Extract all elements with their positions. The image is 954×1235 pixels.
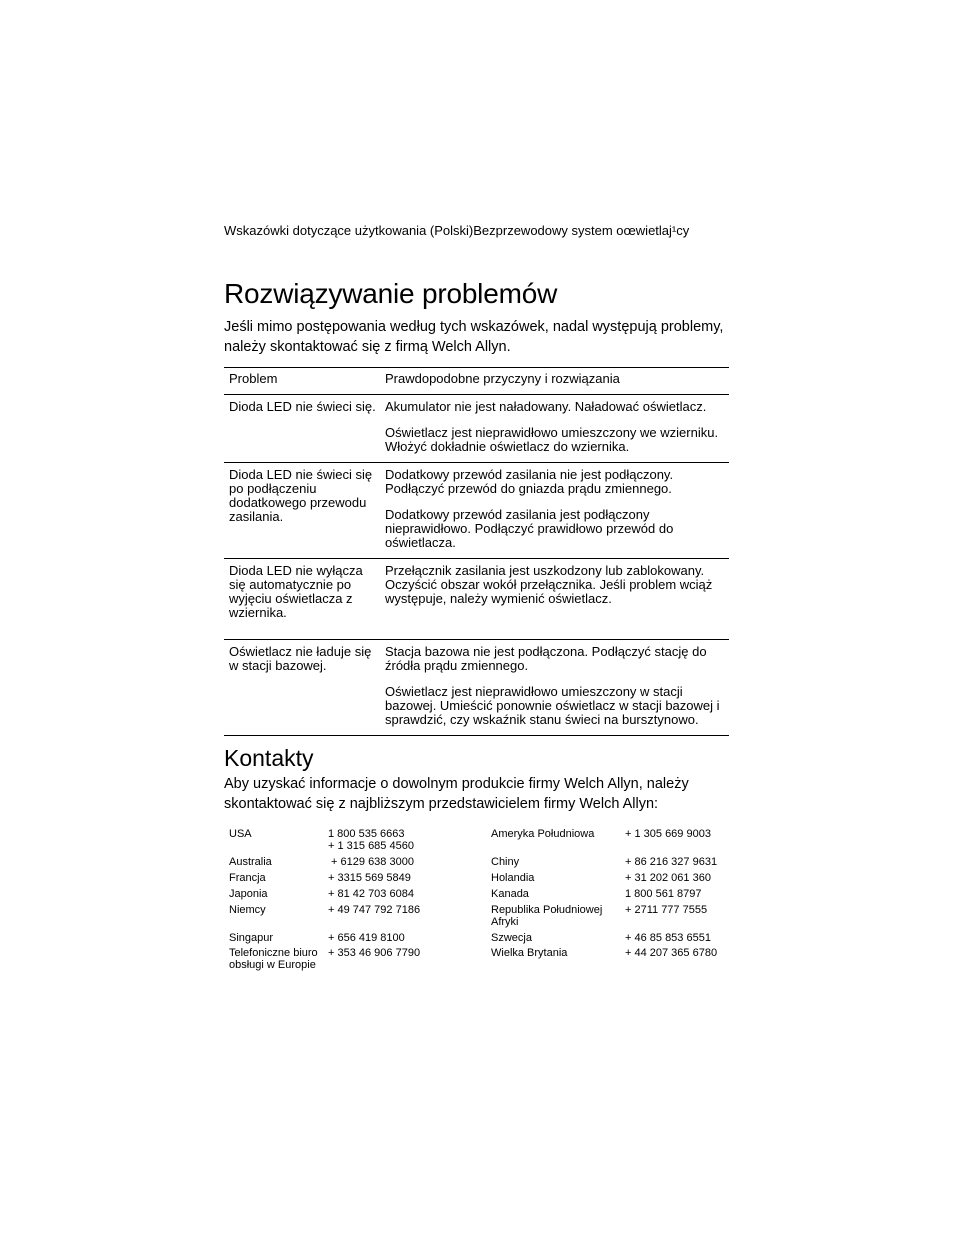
table-header-row (224, 368, 729, 395)
contacts-title: Kontakty (224, 745, 314, 771)
phone-number: + 2711 777 7555 (625, 904, 708, 916)
causes-cell (379, 640, 729, 736)
country-name: Szwecja (491, 932, 532, 944)
phone-number: + 656 419 8100 (328, 932, 405, 944)
troubleshooting-table (224, 367, 729, 736)
phone-number: + 6129 638 3000 (328, 856, 414, 868)
causes-cell (379, 463, 729, 559)
cause-text: Dodatkowy przewód zasilania nie jest podłączony. Podłączyć przewód do gniazda prądu zmiennego. (385, 467, 674, 496)
table-row (224, 559, 729, 640)
country-name: Republika Południowej Afryki (491, 904, 603, 928)
country-name: Australia (229, 856, 272, 868)
phone-number: + 1 305 669 9003 (625, 828, 711, 840)
phone-number: + 3315 569 5849 (328, 872, 411, 884)
country-name: USA (229, 828, 252, 840)
phone-number: + 46 85 853 6551 (625, 932, 711, 944)
problem-cell: Oświetlacz nie ładuje się w stacji bazowej. (224, 640, 379, 736)
country-name: Holandia (491, 872, 535, 884)
phone-number: + 81 42 703 6084 (328, 888, 414, 900)
contacts-intro: Aby uzyskać informacje o dowolnym produkcie firmy Welch Allyn, należy skontaktować się z najbliższym przedstawicielem firmy Welch Allyn: (224, 776, 689, 812)
phone-number: + 44 207 365 6780 (625, 947, 718, 959)
contacts-list (224, 828, 734, 975)
table-row (224, 463, 729, 559)
country-name: Kanada (491, 888, 529, 900)
cause-text: Oświetlacz jest nieprawidłowo umieszczony we wzierniku. Włożyć dokładnie oświetlacz do wziernika. (385, 425, 719, 454)
troubleshooting-intro: Jeśli mimo postępowania według tych wskazówek, nadal występują problemy, należy skontaktować się z firmą Welch Allyn. (224, 319, 724, 355)
phone-number: + 31 202 061 360 (625, 872, 711, 884)
phone-number: + 353 46 906 7790 (328, 947, 421, 959)
country-name: Wielka Brytania (491, 947, 568, 959)
phone-number: 1 800 561 8797 (625, 888, 702, 900)
problem-cell: Dioda LED nie świeci się. (224, 395, 379, 463)
country-name: Niemcy (229, 904, 266, 916)
running-header: Wskazówki dotyczące użytkowania (Polski)Bezprzewodowy system oœwietlaj¹cy (224, 223, 690, 238)
contact-row (224, 872, 734, 888)
table-row (224, 395, 729, 463)
problem-cell: Dioda LED nie wyłącza się automatycznie po wyjęciu oświetlacza z wziernika. (224, 559, 379, 640)
problem-cell: Dioda LED nie świeci się po podłączeniu dodatkowego przewodu zasilania. (224, 463, 379, 559)
phone-number: + 49 747 792 7186 (328, 904, 421, 916)
country-name: Singapur (229, 932, 274, 944)
cause-text: Przełącznik zasilania jest uszkodzony lub zablokowany. Oczyścić obszar wokół przełącznika. Jeśli problem wciąż występuje, należy wymienić oświetlacz. (385, 563, 713, 606)
troubleshooting-title: Rozwiązywanie problemów (224, 278, 558, 309)
cause-text: Oświetlacz jest nieprawidłowo umieszczony w stacji bazowej. Umieścić ponownie oświetlacz w stacji bazowej i sprawdzić, czy wskaźnik stanu świeci na bursztynowo. (385, 684, 720, 727)
table-row (224, 640, 729, 736)
cause-text: Dodatkowy przewód zasilania jest podłączony nieprawidłowo. Podłączyć prawidłowo przewód do oświetlacza. (385, 507, 674, 550)
country-name: Telefoniczne biuro obsługi w Europie (229, 947, 318, 971)
country-name: Chiny (491, 856, 520, 868)
country-name: Francja (229, 872, 266, 884)
contact-row (224, 904, 734, 932)
column-header-causes: Prawdopodobne przyczyny i rozwiązania (379, 368, 729, 395)
country-name: Ameryka Południowa (491, 828, 595, 840)
contact-row (224, 856, 734, 872)
cause-text: Akumulator nie jest naładowany. Naładować oświetlacz. (385, 399, 707, 414)
country-name: Japonia (229, 888, 268, 900)
contact-row (224, 888, 734, 904)
causes-cell (379, 395, 729, 463)
contact-row (224, 947, 734, 975)
causes-cell (379, 559, 729, 640)
contact-row (224, 828, 734, 856)
phone-number: 1 800 535 6663 + 1 315 685 4560 (328, 828, 414, 852)
cause-text: Stacja bazowa nie jest podłączona. Podłączyć stację do źródła prądu zmiennego. (385, 644, 707, 673)
contact-row (224, 932, 734, 947)
column-header-problem: Problem (224, 368, 379, 395)
phone-number: + 86 216 327 9631 (625, 856, 718, 868)
